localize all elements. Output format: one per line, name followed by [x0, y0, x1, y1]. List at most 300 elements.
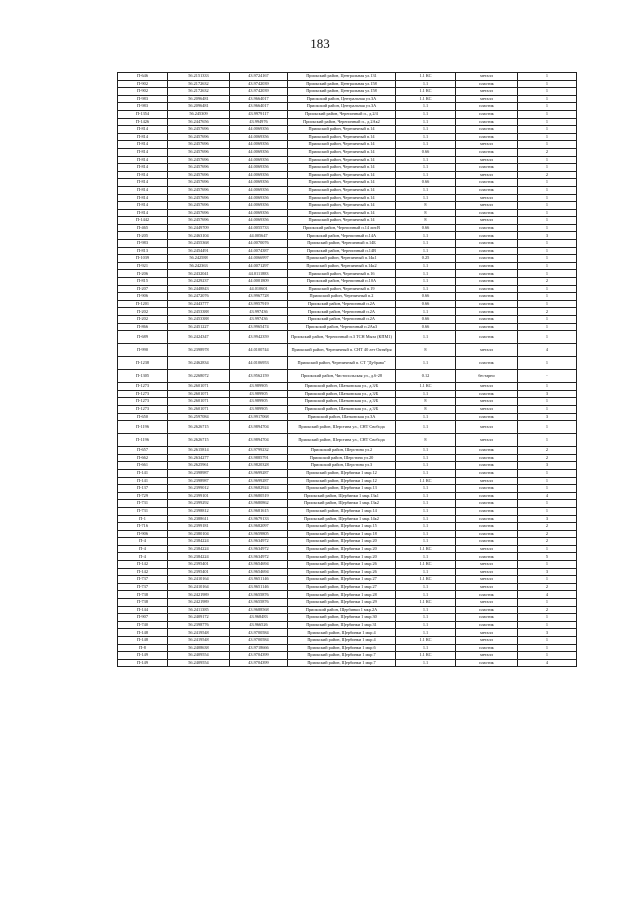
volume-cell: 0.66 — [396, 316, 456, 324]
latitude-cell: 56.2597084 — [168, 413, 230, 421]
volume-cell: 1.1 — [396, 500, 456, 508]
longitude-cell: 43.9699287 — [230, 469, 288, 477]
table-row — [118, 262, 577, 270]
latitude-cell: 56.2457696 — [168, 179, 230, 187]
site-id-cell: П-1196 — [118, 421, 168, 434]
material-cell: пластик — [456, 270, 518, 278]
quantity-cell: 3 — [518, 232, 577, 240]
table-row — [118, 530, 577, 538]
site-id-cell: П-8 — [118, 644, 168, 652]
address-cell: Приокский район, Щербинки 1 мкр.18 — [288, 530, 396, 538]
table-row — [118, 538, 577, 546]
address-cell: Приокский район, Щербинки 1 мкр.12 — [288, 477, 396, 485]
site-id-cell: П-814 — [118, 209, 168, 217]
material-cell: пластик — [456, 209, 518, 217]
address-cell: Приокский район, Щербинки 1 мкр.27 — [288, 583, 396, 591]
site-id-cell: П-716 — [118, 523, 168, 531]
longitude-cell: 43.9700584 — [230, 637, 288, 645]
address-cell: Приокский район, Шатковская ул., д.3/Б — [288, 405, 396, 413]
quantity-cell: 2 — [518, 523, 577, 531]
address-cell: Приокский район, Шатковская ул.3А — [288, 413, 396, 421]
address-cell: Приокский район, Щербинки 1 мкр.7 — [288, 659, 396, 667]
longitude-cell: 44.0069356 — [230, 171, 288, 179]
quantity-cell: 1 — [518, 209, 577, 217]
site-id-cell: П-814 — [118, 202, 168, 210]
address-cell: Приокский район, Щербинки 1 мкр.29 — [288, 599, 396, 607]
table-row — [118, 171, 577, 179]
table-row — [118, 545, 577, 553]
table-row — [118, 80, 577, 88]
address-cell: Приокский район, Черепичный п.2Ак3 — [288, 323, 396, 331]
material-cell: пластик — [456, 300, 518, 308]
longitude-cell: 44.0071297 — [230, 262, 288, 270]
address-cell: Приокский район, Черепичный п.19 — [288, 285, 396, 293]
site-id-cell: П-814 — [118, 194, 168, 202]
material-cell: металл — [456, 194, 518, 202]
address-cell: Приокский район, Щербинки 1 мкр.20 — [288, 553, 396, 561]
site-id-cell: П-646 — [118, 73, 168, 81]
address-cell: Приокский район, Черепичный п.14 — [288, 209, 396, 217]
volume-cell: 1.1 — [396, 240, 456, 248]
volume-cell: 1.1 — [396, 469, 456, 477]
site-id-cell: П-902 — [118, 80, 168, 88]
material-cell: пластик — [456, 179, 518, 187]
quantity-cell: 1 — [518, 576, 577, 584]
longitude-cell: 44.0100744 — [230, 344, 288, 357]
quantity-cell: 1 — [518, 141, 577, 149]
site-id-cell: П-1039 — [118, 255, 168, 263]
site-id-cell: П-814 — [118, 156, 168, 164]
table-row — [118, 434, 577, 447]
table-row — [118, 421, 577, 434]
longitude-cell: 43.9699287 — [230, 477, 288, 485]
material-cell: металл — [456, 421, 518, 434]
material-cell: пластик — [456, 110, 518, 118]
quantity-cell: 1 — [518, 179, 577, 187]
table-row — [118, 316, 577, 324]
material-cell: пластик — [456, 500, 518, 508]
site-id-cell: П-814 — [118, 141, 168, 149]
table-row — [118, 659, 577, 667]
address-cell: Приокский район, Щербинки 1 мкр.13к1 — [288, 492, 396, 500]
material-cell: металл — [456, 545, 518, 553]
longitude-cell: 43.9704399 — [230, 659, 288, 667]
site-id-cell: П-148 — [118, 637, 168, 645]
volume-cell: 1.1 — [396, 568, 456, 576]
material-cell: металл — [456, 398, 518, 406]
address-cell: Приокский район, Черепичный п., д.2/4 — [288, 110, 396, 118]
material-cell: пластик — [456, 507, 518, 515]
address-cell: Приокский район, Черепичный п.14 — [288, 141, 396, 149]
material-cell: пластик — [456, 278, 518, 286]
longitude-cell: 44.0111883 — [230, 270, 288, 278]
quantity-cell: 1 — [518, 240, 577, 248]
longitude-cell: 44.0069356 — [230, 179, 288, 187]
table-row — [118, 447, 577, 455]
longitude-cell: 43.989905 — [230, 398, 288, 406]
address-cell: Приокский район, Щербинки 1 мкр.15 — [288, 523, 396, 531]
latitude-cell: 56.2419548 — [168, 637, 230, 645]
table-row — [118, 126, 577, 134]
longitude-cell: 44.0074387 — [230, 247, 288, 255]
table-row — [118, 583, 577, 591]
longitude-cell: 43.9718666 — [230, 644, 288, 652]
site-id-cell: П-206 — [118, 270, 168, 278]
site-id-cell: П-815 — [118, 278, 168, 286]
quantity-cell: 1 — [518, 103, 577, 111]
table-row — [118, 141, 577, 149]
site-id-cell: П-148 — [118, 629, 168, 637]
material-cell: пластик — [456, 357, 518, 370]
latitude-cell: 56.2463104 — [168, 232, 230, 240]
quantity-cell: 3 — [518, 462, 577, 470]
table-row — [118, 285, 577, 293]
latitude-cell: 56.2457696 — [168, 202, 230, 210]
volume-cell: 1.1 — [396, 507, 456, 515]
address-cell: Приокский район, Щербинки 1 мкр.4 — [288, 637, 396, 645]
material-cell: пластик — [456, 247, 518, 255]
quantity-cell: 3 — [518, 390, 577, 398]
longitude-cell: 43.9742039 — [230, 80, 288, 88]
site-id-cell: П-149 — [118, 659, 168, 667]
longitude-cell: 43.9894704 — [230, 434, 288, 447]
latitude-cell: 56.2451227 — [168, 323, 230, 331]
volume-cell: 1.1 — [396, 583, 456, 591]
container-sites-table — [117, 72, 577, 667]
latitude-cell: 56.2453388 — [168, 316, 230, 324]
address-cell: Приокский район, Черепичный п.2 — [288, 293, 396, 301]
latitude-cell: 56.2472076 — [168, 293, 230, 301]
volume-cell: 8 — [396, 209, 456, 217]
table-row — [118, 477, 577, 485]
material-cell: металл — [456, 652, 518, 660]
material-cell: металл — [456, 637, 518, 645]
longitude-cell: 43.9562159 — [230, 370, 288, 383]
longitude-cell: 43.9634972 — [230, 545, 288, 553]
longitude-cell: 43.997436 — [230, 308, 288, 316]
material-cell: пластик — [456, 224, 518, 232]
volume-cell: 1.1 — [396, 186, 456, 194]
table-row — [118, 507, 577, 515]
site-id-cell: П-1426 — [118, 118, 168, 126]
latitude-cell: 56.2457696 — [168, 133, 230, 141]
latitude-cell: 56.2625961 — [168, 462, 230, 470]
address-cell: Приокский район, Щербинки 1 мкр.7 — [288, 652, 396, 660]
material-cell: пластик — [456, 103, 518, 111]
site-id-cell: П-731 — [118, 507, 168, 515]
longitude-cell: 43.9965474 — [230, 323, 288, 331]
quantity-cell: 1 — [518, 398, 577, 406]
quantity-cell: 1 — [518, 614, 577, 622]
table-row — [118, 194, 577, 202]
site-id-cell: П-1305 — [118, 370, 168, 383]
latitude-cell: 56.2384224 — [168, 545, 230, 553]
site-id-cell: П-1273 — [118, 383, 168, 391]
table-row — [118, 164, 577, 172]
table-row — [118, 390, 577, 398]
longitude-cell: 43.9820328 — [230, 462, 288, 470]
volume-cell: 1.1 КС — [396, 652, 456, 660]
longitude-cell: 43.9688568 — [230, 606, 288, 614]
longitude-cell: 43.9651146 — [230, 583, 288, 591]
latitude-cell: 56.2634277 — [168, 454, 230, 462]
table-row — [118, 344, 577, 357]
longitude-cell: 43.9682924 — [230, 485, 288, 493]
latitude-cell: 56.2457696 — [168, 164, 230, 172]
table-row — [118, 644, 577, 652]
site-id-cell: П-142 — [118, 561, 168, 569]
volume-cell: 1.1 — [396, 285, 456, 293]
quantity-cell: 1 — [518, 270, 577, 278]
longitude-cell: 44.0069356 — [230, 164, 288, 172]
table-row — [118, 413, 577, 421]
material-cell: пластик — [456, 462, 518, 470]
table-row — [118, 179, 577, 187]
site-id-cell: П-662 — [118, 454, 168, 462]
table-row — [118, 454, 577, 462]
latitude-cell: 56.2410164 — [168, 583, 230, 591]
site-id-cell: П-814 — [118, 126, 168, 134]
quantity-cell: 1 — [518, 110, 577, 118]
longitude-cell: 44.010601 — [230, 285, 288, 293]
material-cell: пластик — [456, 606, 518, 614]
site-id-cell: П-921 — [118, 262, 168, 270]
latitude-cell: 56.2384224 — [168, 553, 230, 561]
longitude-cell: 43.9704399 — [230, 652, 288, 660]
material-cell: пластик — [456, 126, 518, 134]
address-cell: Приокский район, Щербинки 1 мкр.30 — [288, 614, 396, 622]
latitude-cell: 56.2409554 — [168, 652, 230, 660]
latitude-cell: 56.2399101 — [168, 492, 230, 500]
address-cell: Приокский район, Черепичный п.14 — [288, 126, 396, 134]
material-cell: пластик — [456, 316, 518, 324]
site-id-cell: П-4 — [118, 545, 168, 553]
site-id-cell: П-729 — [118, 492, 168, 500]
table-row — [118, 73, 577, 81]
table-row — [118, 568, 577, 576]
material-cell: металл — [456, 434, 518, 447]
volume-cell: 1.1 — [396, 390, 456, 398]
address-cell: Приокский район, Щербинки 1 мкр.6 — [288, 644, 396, 652]
material-cell: металл — [456, 383, 518, 391]
longitude-cell: 43.9654694 — [230, 568, 288, 576]
table-row — [118, 652, 577, 660]
table-row — [118, 95, 577, 103]
address-cell: Приокский район, Центральная ул.3А — [288, 103, 396, 111]
latitude-cell: 56.2419548 — [168, 629, 230, 637]
site-id-cell: П-141 — [118, 477, 168, 485]
table-row — [118, 110, 577, 118]
address-cell: Приокский район, Шатковская ул., д.3/Б — [288, 398, 396, 406]
material-cell: пластик — [456, 240, 518, 248]
volume-cell: 1.1 КС — [396, 383, 456, 391]
latitude-cell: 56.2424347 — [168, 331, 230, 344]
quantity-cell: 2 — [518, 447, 577, 455]
volume-cell: 0.66 — [396, 224, 456, 232]
longitude-cell: 44.0069356 — [230, 126, 288, 134]
volume-cell: 1.1 — [396, 538, 456, 546]
latitude-cell: 56.2395401 — [168, 568, 230, 576]
material-cell: металл — [456, 73, 518, 81]
site-id-cell: П-657 — [118, 447, 168, 455]
table-row — [118, 323, 577, 331]
longitude-cell: 43.997436 — [230, 316, 288, 324]
latitude-cell: 56.2457696 — [168, 171, 230, 179]
quantity-cell: 2 — [518, 454, 577, 462]
table-row — [118, 148, 577, 156]
volume-cell: 1.1 — [396, 621, 456, 629]
address-cell: Приокский район, Черепичный п.10А — [288, 278, 396, 286]
longitude-cell: 43.9681615 — [230, 507, 288, 515]
material-cell: металл — [456, 599, 518, 607]
longitude-cell: 43.9967728 — [230, 293, 288, 301]
table-row — [118, 462, 577, 470]
quantity-cell: 2 — [518, 583, 577, 591]
volume-cell: 1.1 — [396, 421, 456, 434]
latitude-cell: 56.242363 — [168, 262, 230, 270]
longitude-cell: 44.0069356 — [230, 209, 288, 217]
material-cell: пластик — [456, 80, 518, 88]
longitude-cell: 44.0055733 — [230, 224, 288, 232]
address-cell: Приокский район, Черепичный п.14 — [288, 156, 396, 164]
volume-cell: 1.1 КС — [396, 73, 456, 81]
table-row — [118, 202, 577, 210]
address-cell: Приокский район, Черепичный п.14В — [288, 247, 396, 255]
material-cell: пластик — [456, 293, 518, 301]
address-cell: Приокский район, Черепичный п.14 — [288, 217, 396, 225]
site-id-cell: П-661 — [118, 462, 168, 470]
material-cell: пластик — [456, 492, 518, 500]
longitude-cell: 43.966526 — [230, 621, 288, 629]
table-row — [118, 383, 577, 391]
address-cell: Приокский район, Черепичный п.2А — [288, 308, 396, 316]
volume-cell: 1.1 — [396, 659, 456, 667]
table-row — [118, 591, 577, 599]
longitude-cell: 44.0069356 — [230, 148, 288, 156]
quantity-cell: 5 — [518, 553, 577, 561]
latitude-cell: 56.245309 — [168, 110, 230, 118]
longitude-cell: 43.9957919 — [230, 300, 288, 308]
address-cell: Приокский район, Шатковская ул., д.3/Б — [288, 383, 396, 391]
address-cell: Приокский район, Центральная ул.131 — [288, 73, 396, 81]
latitude-cell: 56.242588 — [168, 255, 230, 263]
quantity-cell: 1 — [518, 561, 577, 569]
table-row — [118, 308, 577, 316]
volume-cell: 1.1 КС — [396, 95, 456, 103]
latitude-cell: 56.2398776 — [168, 621, 230, 629]
quantity-cell: 1 — [518, 164, 577, 172]
site-id-cell: П-1273 — [118, 405, 168, 413]
table-row — [118, 515, 577, 523]
address-cell: Приокский район, Черепичный п.14 — [288, 164, 396, 172]
table-row — [118, 232, 577, 240]
table-row — [118, 278, 577, 286]
site-id-cell: П-814 — [118, 171, 168, 179]
latitude-cell: 56.2096481 — [168, 103, 230, 111]
material-cell: пластик — [456, 523, 518, 531]
material-cell: пластик — [456, 530, 518, 538]
material-cell: металл — [456, 576, 518, 584]
site-id-cell: П-1273 — [118, 398, 168, 406]
longitude-cell: 44.0069356 — [230, 141, 288, 149]
latitude-cell: 56.2398978 — [168, 344, 230, 357]
address-cell: Приокский район, Щербинки 1 мкр.12 — [288, 469, 396, 477]
latitude-cell: 56.2457696 — [168, 148, 230, 156]
quantity-cell: 1 — [518, 500, 577, 508]
material-cell: металл — [456, 583, 518, 591]
site-id-cell: П-737 — [118, 576, 168, 584]
longitude-cell: 43.9651146 — [230, 576, 288, 584]
material-cell: пластик — [456, 308, 518, 316]
longitude-cell: 43.968483 — [230, 614, 288, 622]
volume-cell: 1.1 — [396, 164, 456, 172]
table-row — [118, 576, 577, 584]
table-row — [118, 255, 577, 263]
longitude-cell: 43.9885791 — [230, 454, 288, 462]
latitude-cell: 56.2601071 — [168, 405, 230, 413]
table-row — [118, 398, 577, 406]
site-id-cell: П-983 — [118, 103, 168, 111]
quantity-cell: 4 — [518, 344, 577, 357]
volume-cell: 1.1 КС — [396, 477, 456, 485]
quantity-cell: 1 — [518, 133, 577, 141]
quantity-cell: 1 — [518, 95, 577, 103]
longitude-cell: 43.989905 — [230, 390, 288, 398]
longitude-cell: 43.994976 — [230, 118, 288, 126]
volume-cell: 1.1 — [396, 141, 456, 149]
latitude-cell: 56.2448843 — [168, 285, 230, 293]
table-row — [118, 156, 577, 164]
table-row — [118, 629, 577, 637]
latitude-cell: 56.2421989 — [168, 591, 230, 599]
material-cell: металл — [456, 568, 518, 576]
volume-cell: 1.1 — [396, 126, 456, 134]
quantity-cell: 1 — [518, 644, 577, 652]
quantity-cell: - — [518, 370, 577, 383]
table-row — [118, 492, 577, 500]
address-cell: Приокский район, Черепичный п.14 — [288, 194, 396, 202]
latitude-cell: 56.2411385 — [168, 606, 230, 614]
quantity-cell: 1 — [518, 262, 577, 270]
address-cell: Приокский район, Шерстина ул.20 — [288, 454, 396, 462]
address-cell: Приокский район, Щербинки 1 мкр.13 — [288, 485, 396, 493]
site-id-cell: П-1196 — [118, 434, 168, 447]
material-cell: пластик — [456, 323, 518, 331]
longitude-cell: 43.9894704 — [230, 421, 288, 434]
longitude-cell: 43.9799232 — [230, 447, 288, 455]
longitude-cell: 43.9654694 — [230, 561, 288, 569]
longitude-cell: 44.0069356 — [230, 202, 288, 210]
table-row — [118, 553, 577, 561]
table-row — [118, 217, 577, 225]
material-cell: пластик — [456, 186, 518, 194]
address-cell: Приокский район, Черепичный п. СНТ 40 лет Октября — [288, 344, 396, 357]
volume-cell: 1.1 — [396, 270, 456, 278]
material-cell: пластик — [456, 538, 518, 546]
table-row — [118, 485, 577, 493]
quantity-cell: 1 — [518, 293, 577, 301]
page-number: 183 — [310, 36, 330, 51]
latitude-cell: 56.2443777 — [168, 300, 230, 308]
quantity-cell: 1 — [518, 357, 577, 370]
latitude-cell: 56.2410164 — [168, 576, 230, 584]
volume-cell: 0.66 — [396, 300, 456, 308]
latitude-cell: 56.2151333 — [168, 73, 230, 81]
table-row — [118, 186, 577, 194]
material-cell: металл — [456, 202, 518, 210]
quantity-cell: 2 — [518, 530, 577, 538]
quantity-cell: 1 — [518, 469, 577, 477]
